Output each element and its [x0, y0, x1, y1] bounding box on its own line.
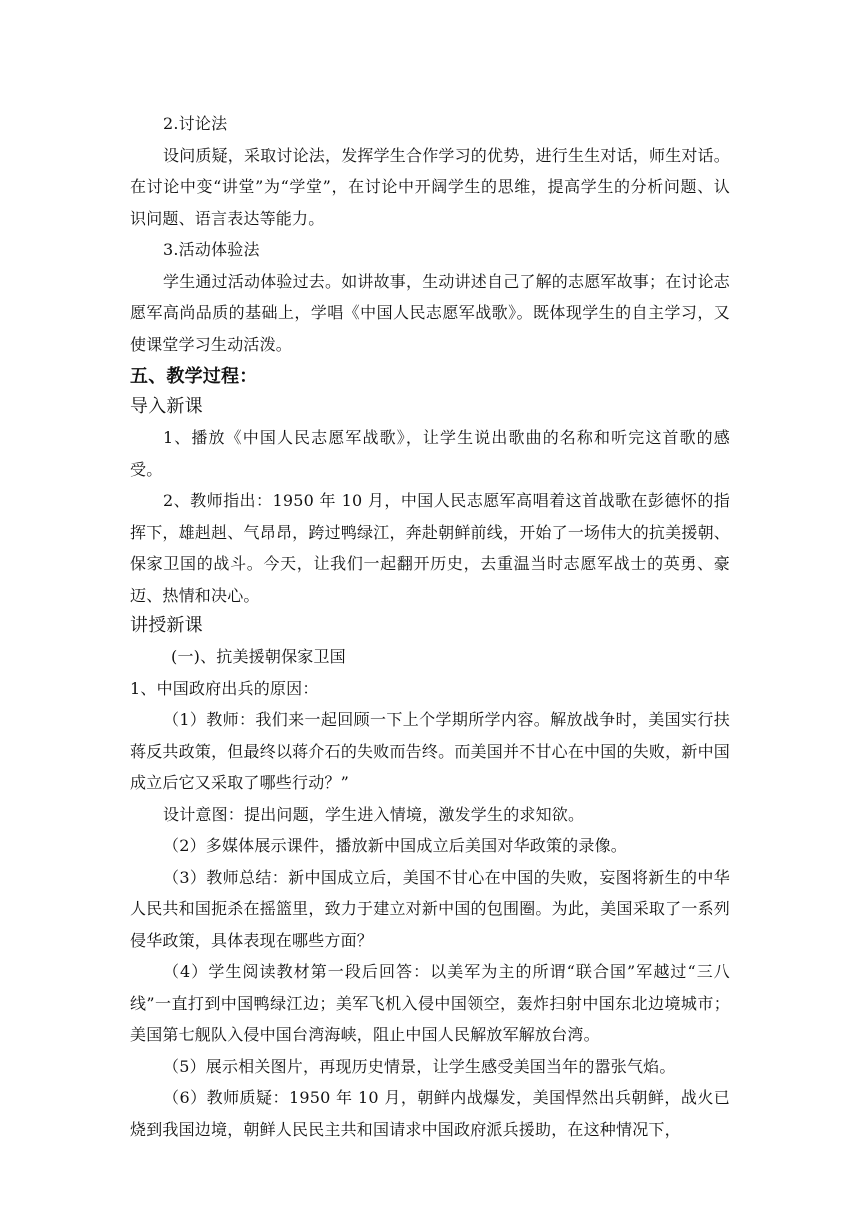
document-body — [130, 108, 730, 1145]
sub-heading-new-lesson: 讲授新课 — [130, 615, 203, 636]
paragraph-intro-1: 1、播放《中国人民志愿军战歌》，让学生说出歌曲的名称和听完这首歌的感受。 — [130, 428, 730, 479]
paragraph-step-3: （3）教师总结：新中国成立后，美国不甘心在中国的失败，妄图将新生的中华人民共和国扼杀在摇篮里，致力于建立对新中国的包围圈。为此，美国采取了一系列侵华政策，具体表现在哪些方面？ — [130, 867, 730, 950]
paragraph-step-4: （4）学生阅读教材第一段后回答：以美军为主的所谓“联合国”军越过“三八线”一直打到中国鸭绿江边；美军飞机入侵中国领空，轰炸扫射中国东北边境城市；美国第七舰队入侵中国台湾海峡，阻止中国人民解放军解放台湾。 — [130, 962, 730, 1044]
paragraph-design-intent: 设计意图：提出问题，学生进入情境，激发学生的求知欲。 — [163, 804, 585, 824]
paragraph-step-1: （1）教师：我们来一起回顾一下上个学期所学内容。解放战争时，美国实行扶蒋反共政策，但最终以蒋介石的失败而告终。而美国并不甘心在中国的失败，新中国成立后它又采取了哪些行动？” — [130, 710, 730, 792]
sub-heading-introduction: 导入新课 — [130, 396, 203, 417]
paragraph-discussion-method: 设问质疑，采取讨论法，发挥学生合作学习的优势，进行生生对话，师生对话。在讨论中变“讲堂”为“学堂”，在讨论中开阔学生的思维，提高学生的分析问题、认识问题、语言表达等能力。 — [130, 145, 731, 228]
heading-activity-method: 3.活动体验法 — [163, 240, 260, 259]
paragraph-step-6: （6）教师质疑：1950 年 10 月，朝鲜内战爆发，美国悍然出兵朝鲜，战火已烧到我国边境，朝鲜人民民主共和国请求中国政府派兵援助，在这种情况下， — [130, 1088, 730, 1139]
paragraph-activity-method: 学生通过活动体验过去。如讲故事，生动讲述自己了解的志愿军故事；在讨论志愿军高尚品质的基础上，学唱《中国人民志愿军战歌》。既体现学生的自主学习，又使课堂学习生动活泼。 — [130, 271, 731, 354]
point-title: 1、中国政府出兵的原因： — [130, 678, 319, 698]
paragraph-step-5: （5）展示相关图片，再现历史情景，让学生感受美国当年的嚣张气焰。 — [163, 1056, 676, 1076]
subsection-title: (一)、抗美援朝保家卫国 — [171, 647, 346, 666]
section-heading-teaching-process: 五、教学过程： — [130, 366, 258, 387]
paragraph-step-2: （2）多媒体展示课件，播放新中国成立后美国对华政策的录像。 — [163, 836, 627, 855]
paragraph-intro-2: 2、教师指出：1950 年 10 月，中国人民志愿军高唱着这首战歌在彭德怀的指挥下，雄赳赳、气昂昂，跨过鸭绿江，奔赴朝鲜前线，开始了一场伟大的抗美援朝、保家卫国的战斗。今天，让我们一起翻开历史，去重温当时志愿军战士的英勇、豪迈、热情和决心。 — [130, 491, 730, 605]
heading-discussion-method: 2.讨论法 — [163, 114, 228, 133]
